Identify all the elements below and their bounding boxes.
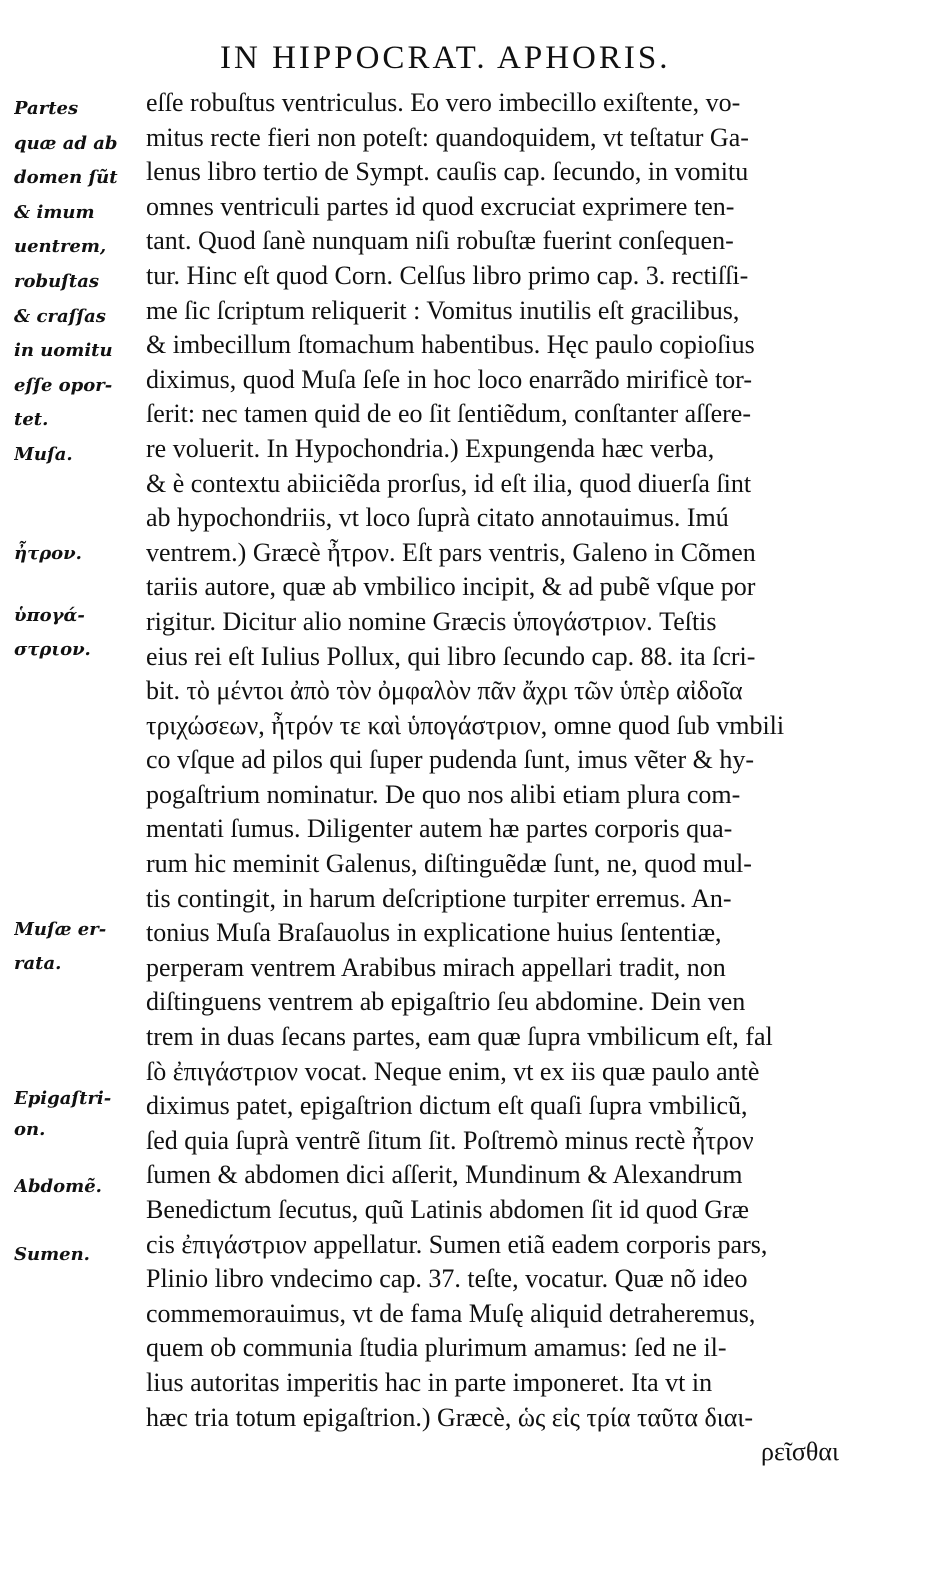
- margin-note: Muſæ er-: [14, 919, 107, 940]
- margin-note: Partes: [14, 98, 79, 119]
- margin-note: & craſſas: [14, 306, 106, 327]
- text-line: bit. τὸ μέντοι ἀπὸ τὸν ὀμφαλὸν πᾶν ἄχρι τῶν ὑπὲρ αἰδοῖα: [146, 676, 743, 706]
- text-line: cis ἐπιγάστριον appellatur. Sumen etiã eadem corporis pars,: [146, 1229, 768, 1259]
- margin-note: στριον.: [14, 639, 91, 660]
- text-line: re voluerit. In Hypochondria.) Expungenda hæc verba,: [146, 433, 715, 463]
- margin-note: Muſa.: [14, 444, 73, 465]
- text-line: ab hypochondriis, vt loco ſuprà citato annotauimus. Imú: [146, 503, 729, 533]
- text-line: lius autoritas imperitis hac in parte imponeret. Ita vt in: [146, 1367, 713, 1397]
- text-line: eius rei eſt Iulius Pollux, qui libro ſecundo cap. 88. ita ſcri-: [146, 641, 756, 671]
- text-line: mitus recte fieri non poteſt: quandoquidem, vt teſtatur Ga-: [146, 122, 749, 152]
- margin-note: ἦτρον.: [14, 543, 82, 564]
- text-line: ſed quia ſuprà ventrẽ ſitum ſit. Poſtremò minus rectè ἦτρον: [146, 1125, 754, 1155]
- text-line: tariis autore, quæ ab vmbilico incipit, & ad pubẽ vſque por: [146, 572, 756, 602]
- text-line: pogaſtrium nominatur. De quo nos alibi etiam plura com-: [146, 779, 741, 809]
- margin-note: eſſe opor-: [14, 375, 113, 396]
- main-text-column: [146, 86, 906, 1470]
- text-line: mentati ſumus. Diligenter autem hæ partes corporis qua-: [146, 814, 733, 844]
- margin-note: on.: [14, 1119, 46, 1140]
- margin-note: rata.: [14, 953, 62, 974]
- text-line: ventrem.) Græcè ἦτρον. Eſt pars ventris, Galeno in Cõmen: [146, 537, 756, 567]
- margin-note: ὑπογά-: [14, 605, 85, 626]
- text-line: co vſque ad pilos qui ſuper pudenda ſunt, imus vẽter & hy-: [146, 745, 754, 775]
- text-line: τριχώσεων, ἦτρόν τε καὶ ὑπογάστριον, omne quod ſub vmbili: [146, 710, 785, 740]
- text-line: trem in duas ſecans partes, eam quæ ſupra vmbilicum eſt, fal: [146, 1022, 773, 1052]
- text-line: ſerit: nec tamen quid de eo ſit ſentiẽdum, conſtanter aſſere-: [146, 399, 751, 429]
- text-line: tonius Muſa Braſauolus in explicatione huius ſententiæ,: [146, 918, 722, 948]
- text-line: ſò ἐπιγάστριον vocat. Neque enim, vt ex iis quæ paulo antè: [146, 1056, 760, 1086]
- text-line: tis contingit, in harum deſcriptione turpiter erremus. An-: [146, 883, 732, 913]
- text-line: tant. Quod ſanè nunquam niſi robuſtæ fuerint conſequen-: [146, 226, 734, 256]
- text-line: ſumen & abdomen dici aſſerit, Mundinum & Alexandrum: [146, 1160, 743, 1190]
- text-line: diximus, quod Muſa ſeſe in hoc loco enarrãdo mirificè tor-: [146, 364, 752, 394]
- text-line: tur. Hinc eſt quod Corn. Celſus libro primo cap. 3. rectiſſi-: [146, 260, 749, 290]
- text-line: me ſic ſcriptum reliquerit : Vomitus inutilis eſt gracilibus,: [146, 295, 740, 325]
- running-header: IN HIPPOCRAT. APHORIS.: [220, 40, 671, 76]
- text-line: perperam ventrem Arabibus mirach appellari tradit, non: [146, 952, 726, 982]
- text-line: diximus patet, epigaſtrion dictum eſt quaſi ſupra vmbilicũ,: [146, 1091, 748, 1121]
- text-line: diſtinguens ventrem ab epigaſtrio ſeu abdomine. Dein ven: [146, 987, 746, 1017]
- margin-note: domen ſũt: [14, 167, 118, 188]
- margin-note: Epigaſtri-: [14, 1088, 112, 1109]
- text-line: rum hic meminit Galenus, diſtinguẽdæ ſunt, ne, quod mul-: [146, 849, 752, 879]
- text-line: eſſe robuſtus ventriculus. Eo vero imbecillo exiſtente, vo-: [146, 88, 741, 117]
- margin-note: uentrem,: [14, 236, 107, 257]
- margin-note: quæ ad ab: [14, 133, 118, 154]
- text-line: commemorauimus, vt de fama Muſę aliquid detraheremus,: [146, 1298, 756, 1328]
- margin-note: Sumen.: [14, 1244, 90, 1265]
- margin-note: robuſtas: [14, 271, 100, 292]
- text-line: hæc tria totum epigaſtrion.) Græcè, ὡς εἰς τρία ταῦτα διαι-: [146, 1402, 754, 1432]
- margin-note: & imum: [14, 202, 95, 223]
- margin-note: Abdomẽ.: [14, 1176, 102, 1197]
- text-line: lenus libro tertio de Sympt. cauſis cap. ſecundo, in vomitu: [146, 157, 749, 187]
- text-line: Plinio libro vndecimo cap. 37. teſte, vocatur. Quæ nõ ideo: [146, 1264, 748, 1294]
- text-line: quem ob communia ſtudia plurimum amamus: ſed ne il-: [146, 1333, 727, 1363]
- text-line: & è contextu abiiciẽda prorſus, id eſt ilia, quod diuerſa ſint: [146, 468, 752, 498]
- text-line: & imbecillum ſtomachum habentibus. Hęc paulo copioſius: [146, 330, 755, 360]
- text-line: Benedictum ſecutus, quũ Latinis abdomen ſit id quod Græ: [146, 1195, 749, 1224]
- margin-note: tet.: [14, 409, 49, 430]
- text-line: rigitur. Dicitur alio nomine Græcis ὑπογάστριον. Teſtis: [146, 606, 717, 636]
- margin-note: in uomitu: [14, 340, 113, 361]
- text-line: omnes ventriculi partes id quod excruciat exprimere ten-: [146, 191, 735, 221]
- text-line: ρεῖσθαι: [761, 1437, 839, 1467]
